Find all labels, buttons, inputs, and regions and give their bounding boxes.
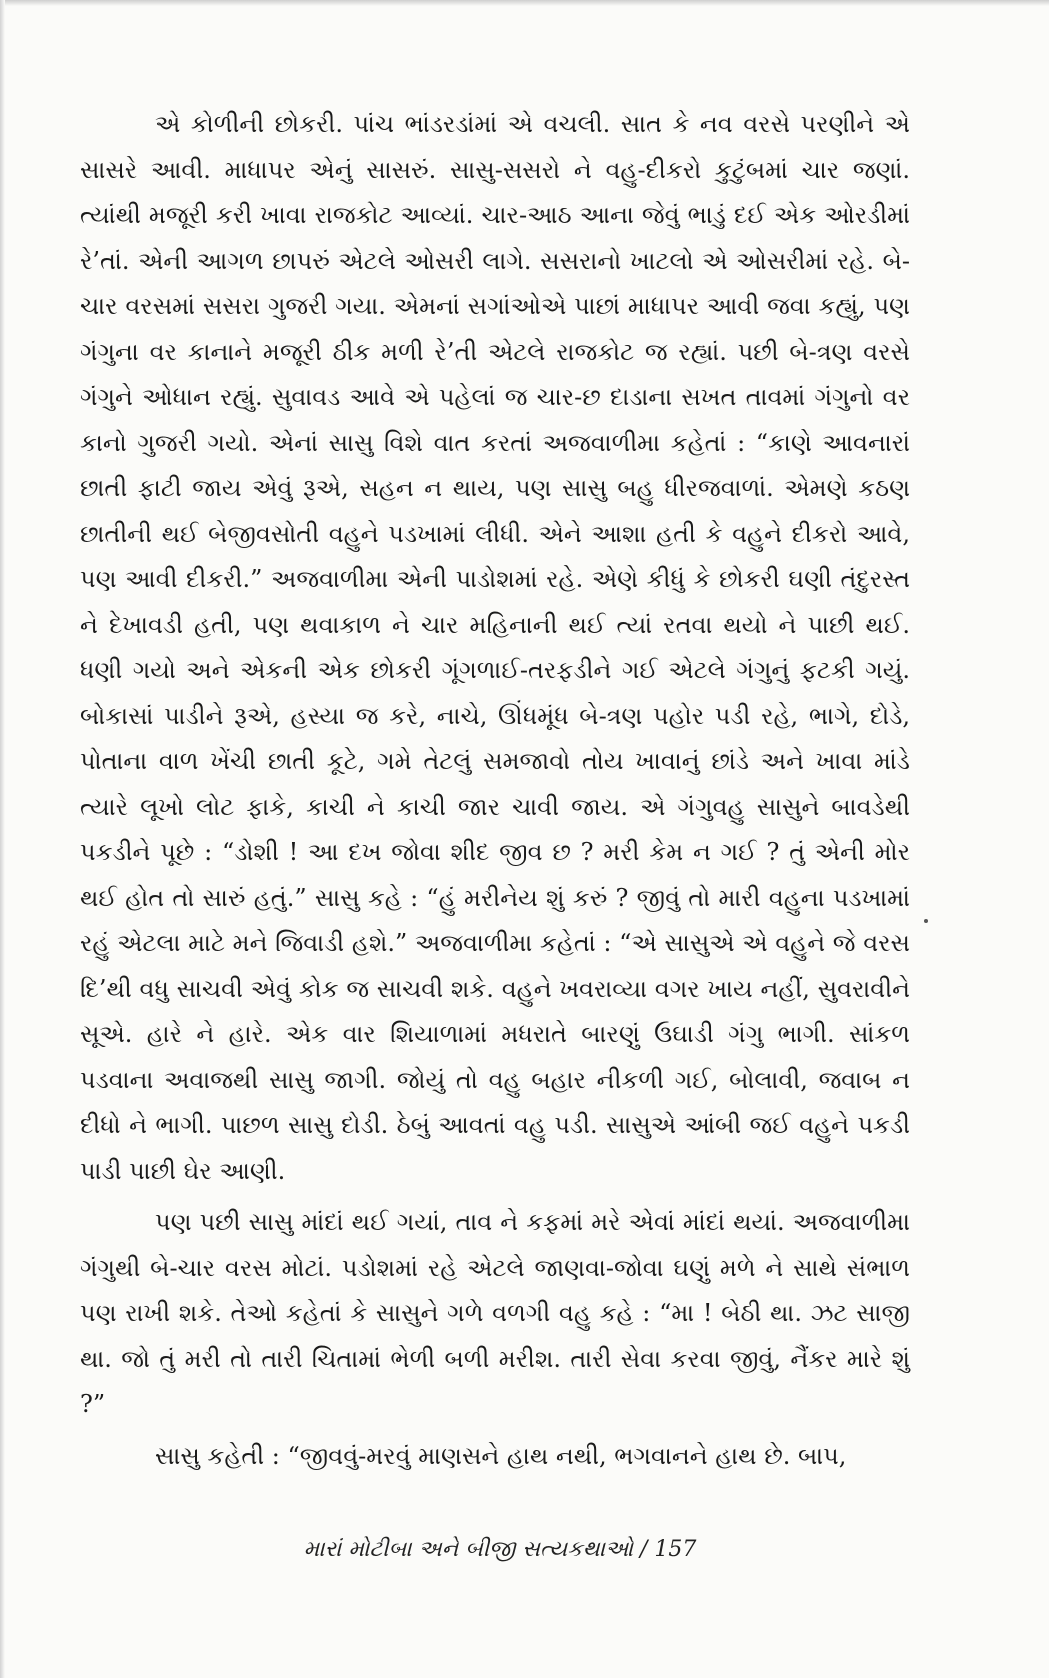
page-edge-shadow-left — [0, 0, 5, 1678]
page-footer: મારાં મોટીબા અને બીજી સત્યકથાઓ / 157 — [303, 1537, 697, 1562]
page-edge-shadow-top — [0, 0, 1049, 6]
paragraph-2: પણ પછી સાસુ માંદાં થઈ ગયાં, તાવ ને કફમાં મરે એવાં માંદાં થયાં. અજવાળીમા ગંગુથી બે-ચાર વરસ મોટાં. પડોશમાં રહે એટલે જાણવા-જોવા ઘણું મળે ને સાથે સંભાળ પણ રાખી શકે. તેઓ કહેતાં કે સાસુને ગળે વળગી વહુ કહે : “મા ! બેઠી થા. ઝટ સાજી થા. જો તું મરી તો તારી ચિતામાં ભેળી બળી મરીશ. તારી સેવા કરવા જીવું, નૈંકર મારે શું ?” — [80, 1208, 910, 1418]
stray-ink-mark — [924, 919, 928, 923]
body-text — [80, 102, 910, 1485]
paragraph-1: એ કોળીની છોકરી. પાંચ ભાંડરડાંમાં એ વચલી. સાત કે નવ વરસે પરણીને એ સાસરે આવી. માધાપર એનું સાસરું. સાસુ-સસરો ને વહુ-દીકરો કુટુંબમાં ચાર જણાં. ત્યાંથી મજૂરી કરી ખાવા રાજકોટ આવ્યાં. ચાર-આઠ આના જેવું ભાડું દઈ એક ઓરડીમાં રે’તાં. એની આગળ છાપરું એટલે ઓસરી લાગે. સસરાનો ખાટલો એ ઓસરીમાં રહે. બે-ચાર વરસમાં સસરા ગુજરી ગયા. એમનાં સગાંઓએ પાછાં માધાપર આવી જવા કહ્યું, પણ ગંગુના વર કાનાને મજૂરી ઠીક મળી રે’તી એટલે રાજકોટ જ રહ્યાં. પછી બે-ત્રણ વરસે ગંગુને ઓધાન રહ્યું. સુવાવડ આવે એ પહેલાં જ ચાર-છ દાડાના સખત તાવમાં ગંગુનો વર કાનો ગુજરી ગયો. એનાં સાસુ વિશે વાત કરતાં અજવાળીમા કહેતાં : “કાણે આવનારાં છાતી ફાટી જાય એવું રૂએ, સહન ન થાય, પણ સાસુ બહુ ધીરજવાળાં. એમણે કઠણ છાતીની થઈ બેજીવસોતી વહુને પડખામાં લીધી. એને આશા હતી કે વહુને દીકરો આવે, પણ આવી દીકરી.” અજવાળીમા એની પાડોશમાં રહે. એણે કીધું કે છોકરી ઘણી તંદુરસ્ત ને દેખાવડી હતી, પણ થવાકાળ ને ચાર મહિનાની થઈ ત્યાં રતવા થયો ને પાછી થઈ. ધણી ગયો અને એકની એક છોકરી ગૂંગળાઈ-તરફડીને ગઈ એટલે ગંગુનું ફટકી ગયું. બોકાસાં પાડીને રૂએ, હસ્યા જ કરે, નાચે, ઊંધમૂંધ બે-ત્રણ પહોર પડી રહે, ભાગે, દોડે, પોતાના વાળ ખેંચી છાતી કૂટે, ગમે તેટલું સમજાવો તોય ખાવાનું છાંડે અને ખાવા માંડે ત્યારે લૂખો લોટ ફાકે, કાચી ને કાચી જાર ચાવી જાય. એ ગંગુવહુ સાસુને બાવડેથી પકડીને પૂછે : “ડોશી ! આ દખ જોવા શીદ જીવ છ ? મરી કેમ ન ગઈ ? તું એની મોર થઈ હોત તો સારું હતું.” સાસુ કહે : “હું મરીનેય શું કરું ? જીવું તો મારી વહુના પડખામાં રહું એટલા માટે મને જિવાડી હશે.” અજવાળીમા કહેતાં : “એ સાસુએ એ વહુને જે વરસ દિ’થી વધુ સાચવી એવું કોક જ સાચવી શકે. વહુને ખવરાવ્યા વગર ખાય નહીં, સુવરાવીને સૂએ. હારે ને હારે. એક વાર શિયાળામાં મધરાતે બારણું ઉઘાડી ગંગુ ભાગી. સાંકળ પડવાના અવાજથી સાસુ જાગી. જોયું તો વહુ બહાર નીકળી ગઈ, બોલાવી, જવાબ ન દીધો ને ભાગી. પાછળ સાસુ દોડી. ઠેબું આવતાં વહુ પડી. સાસુએ આંબી જઈ વહુને પકડી પાડી પાછી ઘેર આણી. — [80, 110, 910, 1185]
paragraph-3: સાસુ કહેતી : “જીવવું-મરવું માણસને હાથ નથી, ભગવાનને હાથ છે. બાપ, — [155, 1441, 847, 1470]
